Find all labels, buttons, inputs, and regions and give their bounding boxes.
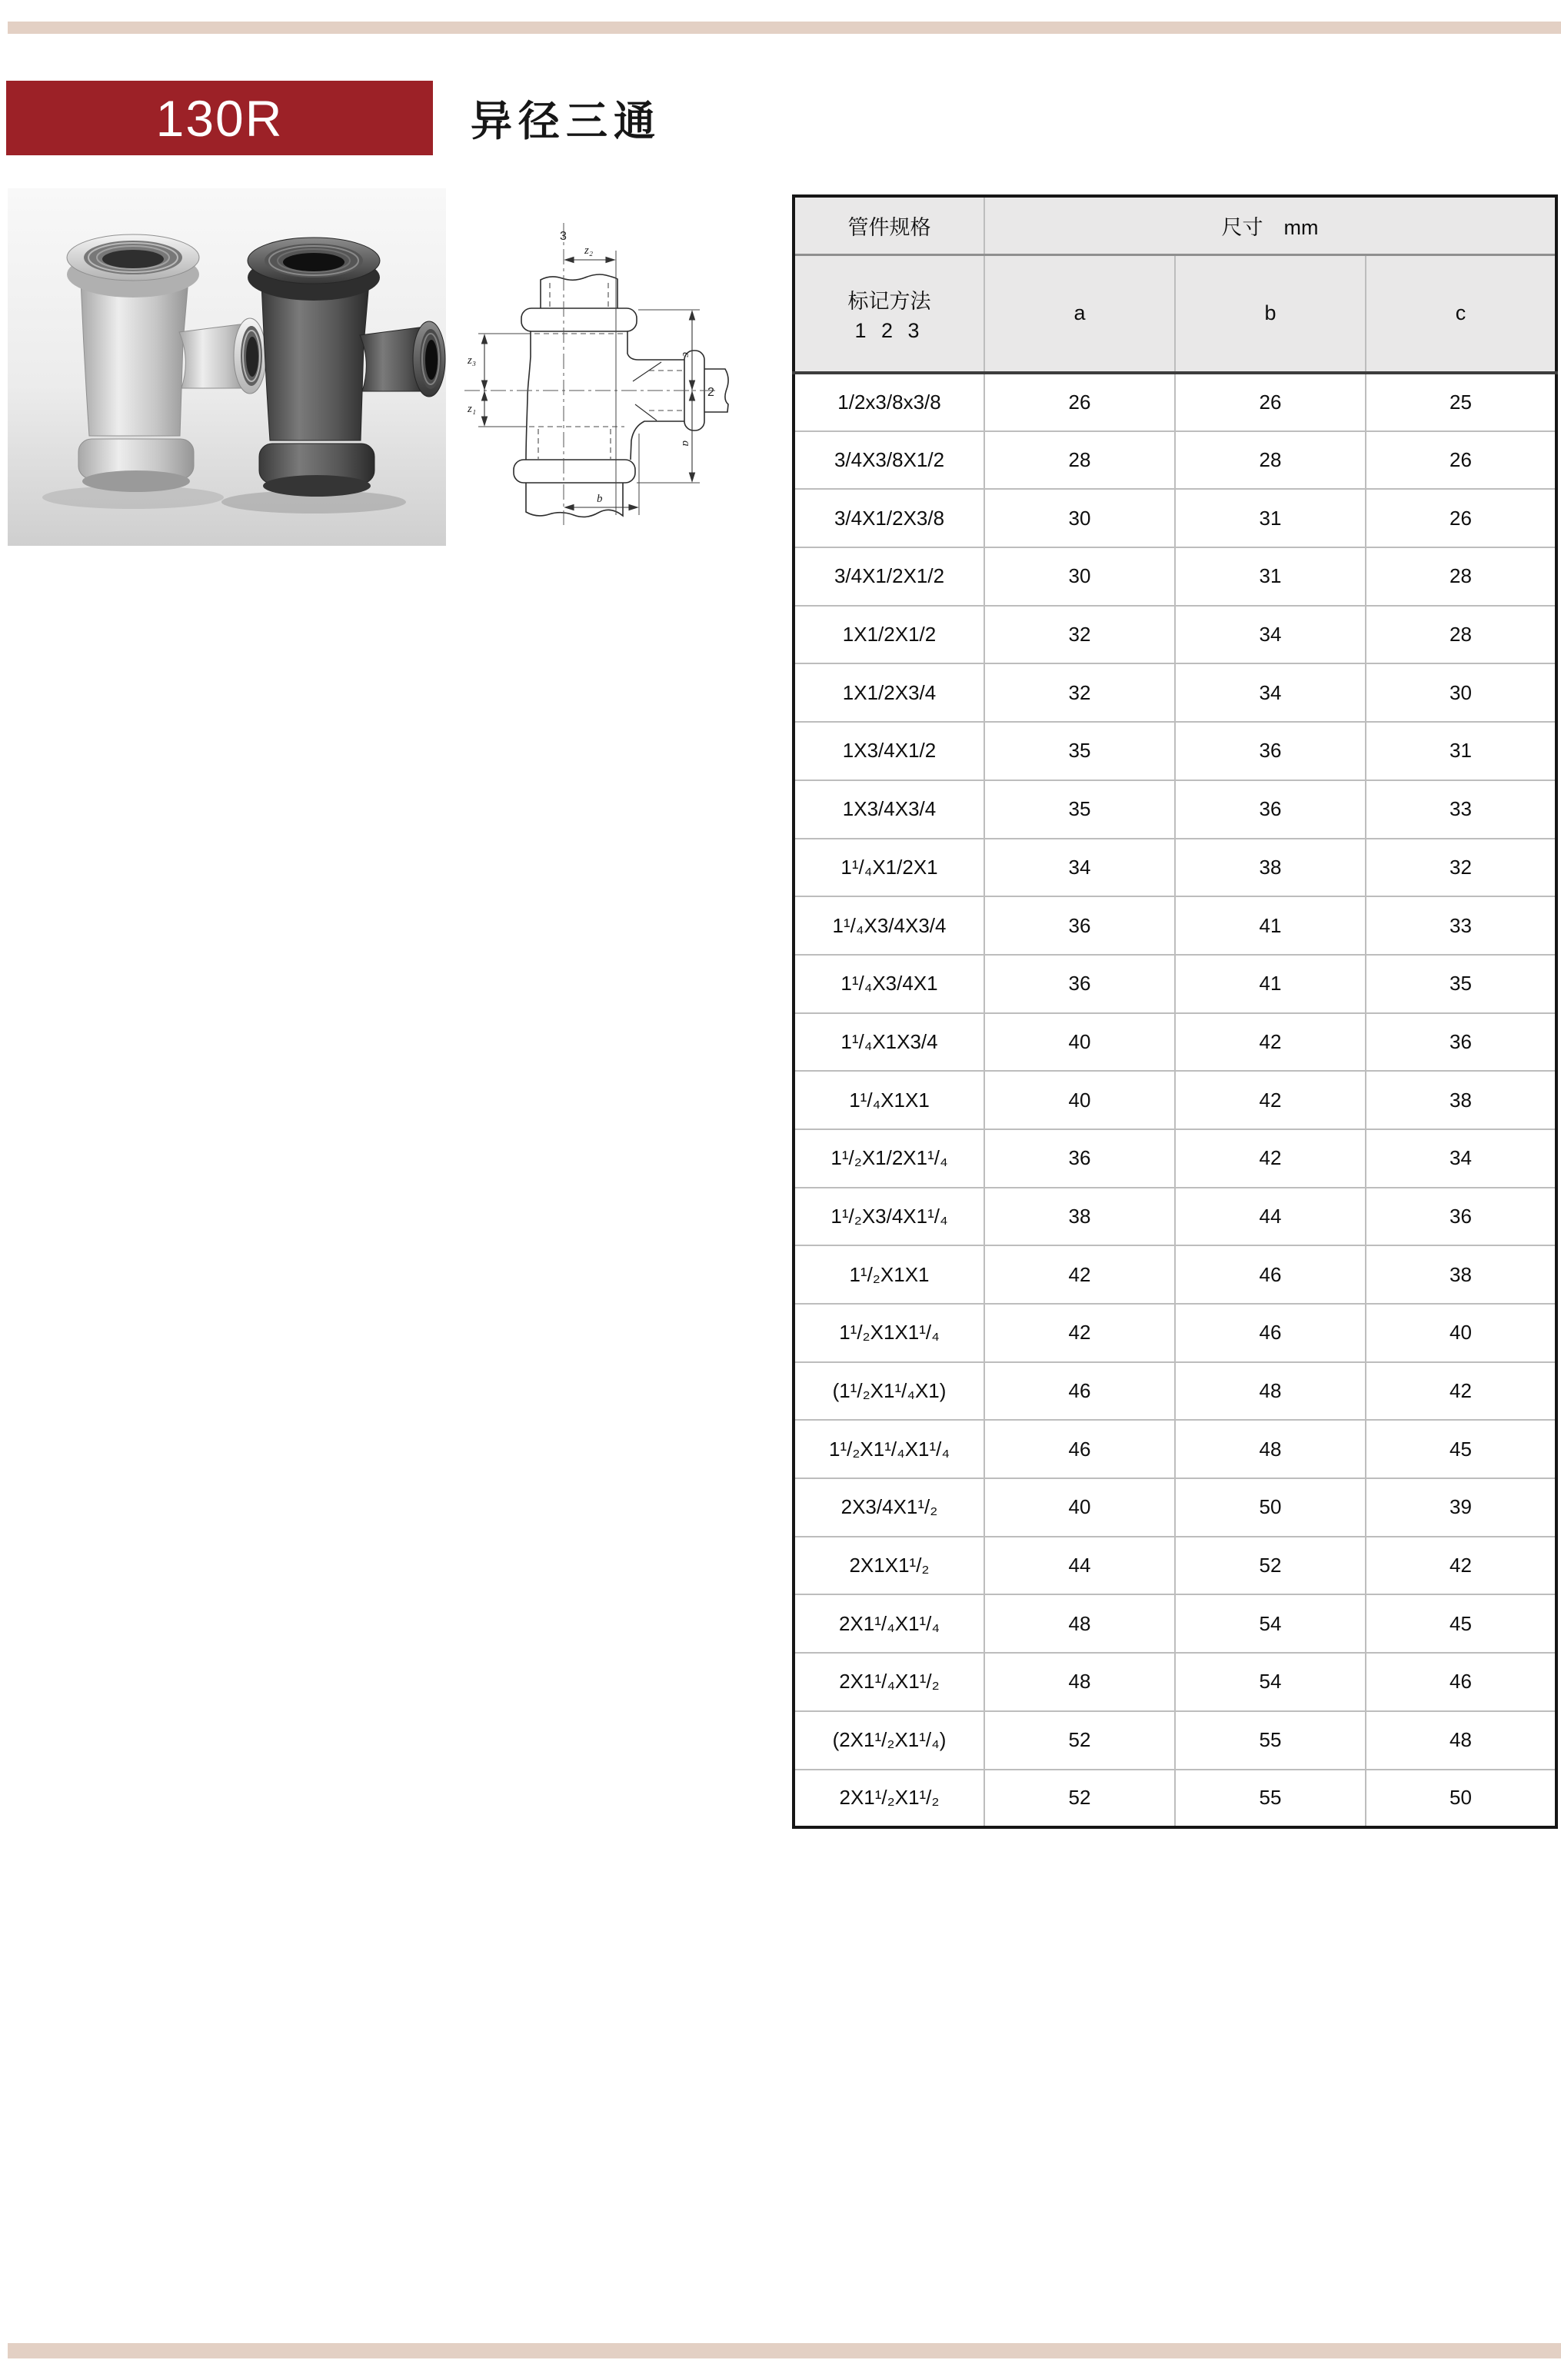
- table-row: [794, 1478, 1556, 1537]
- dim-c-cell: 30: [1366, 663, 1556, 722]
- dim-b-cell: 52: [1175, 1537, 1366, 1595]
- dim-b-cell: 48: [1175, 1420, 1366, 1478]
- drawing-label-z2: z₂: [584, 244, 594, 257]
- spec-cell: 2X1X1¹/₂: [794, 1537, 984, 1595]
- table-row: [794, 1362, 1556, 1421]
- dim-c-cell: 39: [1366, 1478, 1556, 1537]
- table-row: [794, 1188, 1556, 1246]
- spec-cell: 3/4X3/8X1/2: [794, 431, 984, 490]
- column-header-a: a: [984, 254, 1175, 373]
- dim-a-cell: 48: [984, 1594, 1175, 1653]
- dim-b-cell: 55: [1175, 1711, 1366, 1770]
- spec-cell: 1¹/₄X1X1: [794, 1071, 984, 1129]
- dim-b-cell: 55: [1175, 1770, 1366, 1828]
- dim-b-cell: 50: [1175, 1478, 1366, 1537]
- dim-c-cell: 26: [1366, 489, 1556, 547]
- spec-cell: 3/4X1/2X3/8: [794, 489, 984, 547]
- dim-a-cell: 28: [984, 431, 1175, 490]
- spec-cell: 1X1/2X1/2: [794, 606, 984, 664]
- dim-a-cell: 36: [984, 1129, 1175, 1188]
- dim-a-cell: 48: [984, 1653, 1175, 1711]
- table-row: [794, 1071, 1556, 1129]
- bottom-band: [8, 2343, 1561, 2358]
- dim-c-cell: 25: [1366, 373, 1556, 431]
- dim-a-cell: 46: [984, 1362, 1175, 1421]
- dim-c-cell: 45: [1366, 1594, 1556, 1653]
- table-row: [794, 780, 1556, 839]
- drawing-label-z1: z₁: [468, 403, 477, 415]
- dim-c-cell: 33: [1366, 780, 1556, 839]
- dim-b-cell: 42: [1175, 1071, 1366, 1129]
- spec-cell: 1¹/₄X3/4X1: [794, 955, 984, 1013]
- dim-c-cell: 46: [1366, 1653, 1556, 1711]
- dim-b-cell: 54: [1175, 1653, 1366, 1711]
- table-row: [794, 1129, 1556, 1188]
- table-row: [794, 955, 1556, 1013]
- drawing-label-port3: 3: [560, 230, 567, 243]
- dim-a-cell: 42: [984, 1304, 1175, 1362]
- page-title: 异径三通: [471, 98, 661, 145]
- drawing-label-c: c: [680, 352, 692, 357]
- spec-cell: (1¹/₂X1¹/₄X1): [794, 1362, 984, 1421]
- dim-a-cell: 32: [984, 606, 1175, 664]
- spec-cell: 1¹/₂X1X1¹/₄: [794, 1304, 984, 1362]
- dim-b-cell: 34: [1175, 663, 1366, 722]
- dim-a-cell: 52: [984, 1770, 1175, 1828]
- dim-b-cell: 34: [1175, 606, 1366, 664]
- table-row: [794, 373, 1556, 431]
- spec-cell: 1¹/₄X1/2X1: [794, 839, 984, 897]
- dim-c-cell: 36: [1366, 1013, 1556, 1072]
- spec-table-body: [794, 373, 1556, 1827]
- dim-c-cell: 28: [1366, 547, 1556, 606]
- dim-b-cell: 31: [1175, 547, 1366, 606]
- dim-c-cell: 34: [1366, 1129, 1556, 1188]
- model-code-box: [6, 81, 433, 155]
- dim-c-cell: 42: [1366, 1537, 1556, 1595]
- spec-cell: 2X1¹/₄X1¹/₂: [794, 1653, 984, 1711]
- dim-c-cell: 38: [1366, 1245, 1556, 1304]
- dim-a-cell: 46: [984, 1420, 1175, 1478]
- dim-a-cell: 34: [984, 839, 1175, 897]
- table-row: [794, 1245, 1556, 1304]
- dim-a-cell: 36: [984, 896, 1175, 955]
- spec-cell: 1¹/₄X3/4X3/4: [794, 896, 984, 955]
- dim-b-cell: 48: [1175, 1362, 1366, 1421]
- dim-a-cell: 38: [984, 1188, 1175, 1246]
- table-row: [794, 431, 1556, 490]
- table-row: [794, 839, 1556, 897]
- dim-c-cell: 38: [1366, 1071, 1556, 1129]
- spec-cell: 3/4X1/2X1/2: [794, 547, 984, 606]
- dim-b-cell: 42: [1175, 1129, 1366, 1188]
- spec-cell: 1X1/2X3/4: [794, 663, 984, 722]
- top-band: [8, 22, 1561, 34]
- dim-b-cell: 31: [1175, 489, 1366, 547]
- table-row: [794, 1537, 1556, 1595]
- table-row: [794, 1013, 1556, 1072]
- table-row: [794, 663, 1556, 722]
- spec-cell: 2X1¹/₂X1¹/₂: [794, 1770, 984, 1828]
- spec-table: [792, 194, 1558, 1829]
- dim-a-cell: 44: [984, 1537, 1175, 1595]
- dim-b-cell: 54: [1175, 1594, 1366, 1653]
- dim-b-cell: 41: [1175, 896, 1366, 955]
- table-row: [794, 606, 1556, 664]
- dim-c-cell: 33: [1366, 896, 1556, 955]
- table-row: [794, 547, 1556, 606]
- dim-c-cell: 48: [1366, 1711, 1556, 1770]
- size-header-cell: 尺寸 mm: [984, 196, 1556, 254]
- spec-cell: 1X3/4X3/4: [794, 780, 984, 839]
- drawing-label-b: b: [597, 493, 603, 505]
- dim-c-cell: 35: [1366, 955, 1556, 1013]
- table-row: [794, 489, 1556, 547]
- tee-dimension-drawing: [460, 206, 775, 529]
- spec-cell: (2X1¹/₂X1¹/₄): [794, 1711, 984, 1770]
- dim-b-cell: 26: [1175, 373, 1366, 431]
- dim-b-cell: 38: [1175, 839, 1366, 897]
- dim-a-cell: 35: [984, 722, 1175, 780]
- dim-a-cell: 42: [984, 1245, 1175, 1304]
- marking-header-cell: [794, 254, 984, 373]
- spec-cell: 2X1¹/₄X1¹/₄: [794, 1594, 984, 1653]
- table-header-row-1: [794, 196, 1556, 254]
- dim-c-cell: 31: [1366, 722, 1556, 780]
- table-row: [794, 1594, 1556, 1653]
- spec-cell: 2X3/4X1¹/₂: [794, 1478, 984, 1537]
- column-header-b: b: [1175, 254, 1366, 373]
- drawing-label-port2: 2: [707, 386, 714, 399]
- table-row: [794, 1711, 1556, 1770]
- table-row: [794, 1770, 1556, 1828]
- dim-b-cell: 46: [1175, 1304, 1366, 1362]
- marking-label: 标记方法: [847, 289, 931, 313]
- spec-cell: 1¹/₂X3/4X1¹/₄: [794, 1188, 984, 1246]
- product-photo: [8, 188, 446, 546]
- table-header-row-2: [794, 254, 1556, 373]
- table-row: [794, 1653, 1556, 1711]
- dim-a-cell: 40: [984, 1478, 1175, 1537]
- table-row: [794, 1420, 1556, 1478]
- table-row: [794, 1304, 1556, 1362]
- drawing-label-a: a: [680, 440, 692, 447]
- spec-table-container: [792, 194, 1558, 1829]
- dim-b-cell: 28: [1175, 431, 1366, 490]
- spec-cell: 1¹/₄X1X3/4: [794, 1013, 984, 1072]
- dim-c-cell: 26: [1366, 431, 1556, 490]
- dim-b-cell: 36: [1175, 722, 1366, 780]
- spec-cell: 1¹/₂X1X1: [794, 1245, 984, 1304]
- spec-header-cell: 管件规格: [794, 196, 984, 254]
- table-row: [794, 722, 1556, 780]
- dim-b-cell: 44: [1175, 1188, 1366, 1246]
- dim-c-cell: 42: [1366, 1362, 1556, 1421]
- dim-a-cell: 26: [984, 373, 1175, 431]
- dim-c-cell: 50: [1366, 1770, 1556, 1828]
- column-header-c: c: [1366, 254, 1556, 373]
- spec-cell: 1X3/4X1/2: [794, 722, 984, 780]
- dim-a-cell: 32: [984, 663, 1175, 722]
- table-row: [794, 896, 1556, 955]
- spec-cell: 1¹/₂X1¹/₄X1¹/₄: [794, 1420, 984, 1478]
- dim-c-cell: 45: [1366, 1420, 1556, 1478]
- dim-c-cell: 28: [1366, 606, 1556, 664]
- dim-b-cell: 36: [1175, 780, 1366, 839]
- dim-a-cell: 30: [984, 547, 1175, 606]
- dim-b-cell: 41: [1175, 955, 1366, 1013]
- dim-a-cell: 36: [984, 955, 1175, 1013]
- dim-c-cell: 36: [1366, 1188, 1556, 1246]
- dim-a-cell: 52: [984, 1711, 1175, 1770]
- model-code: 130R: [155, 89, 284, 147]
- spec-cell: 1¹/₂X1/2X1¹/₄: [794, 1129, 984, 1188]
- spec-cell: 1/2x3/8x3/8: [794, 373, 984, 431]
- dim-a-cell: 30: [984, 489, 1175, 547]
- dim-a-cell: 35: [984, 780, 1175, 839]
- dim-c-cell: 40: [1366, 1304, 1556, 1362]
- dim-c-cell: 32: [1366, 839, 1556, 897]
- marking-numbers: 1 2 3: [854, 318, 924, 342]
- dim-a-cell: 40: [984, 1013, 1175, 1072]
- dim-b-cell: 42: [1175, 1013, 1366, 1072]
- dim-a-cell: 40: [984, 1071, 1175, 1129]
- drawing-label-z3: z₃: [468, 354, 477, 367]
- dim-b-cell: 46: [1175, 1245, 1366, 1304]
